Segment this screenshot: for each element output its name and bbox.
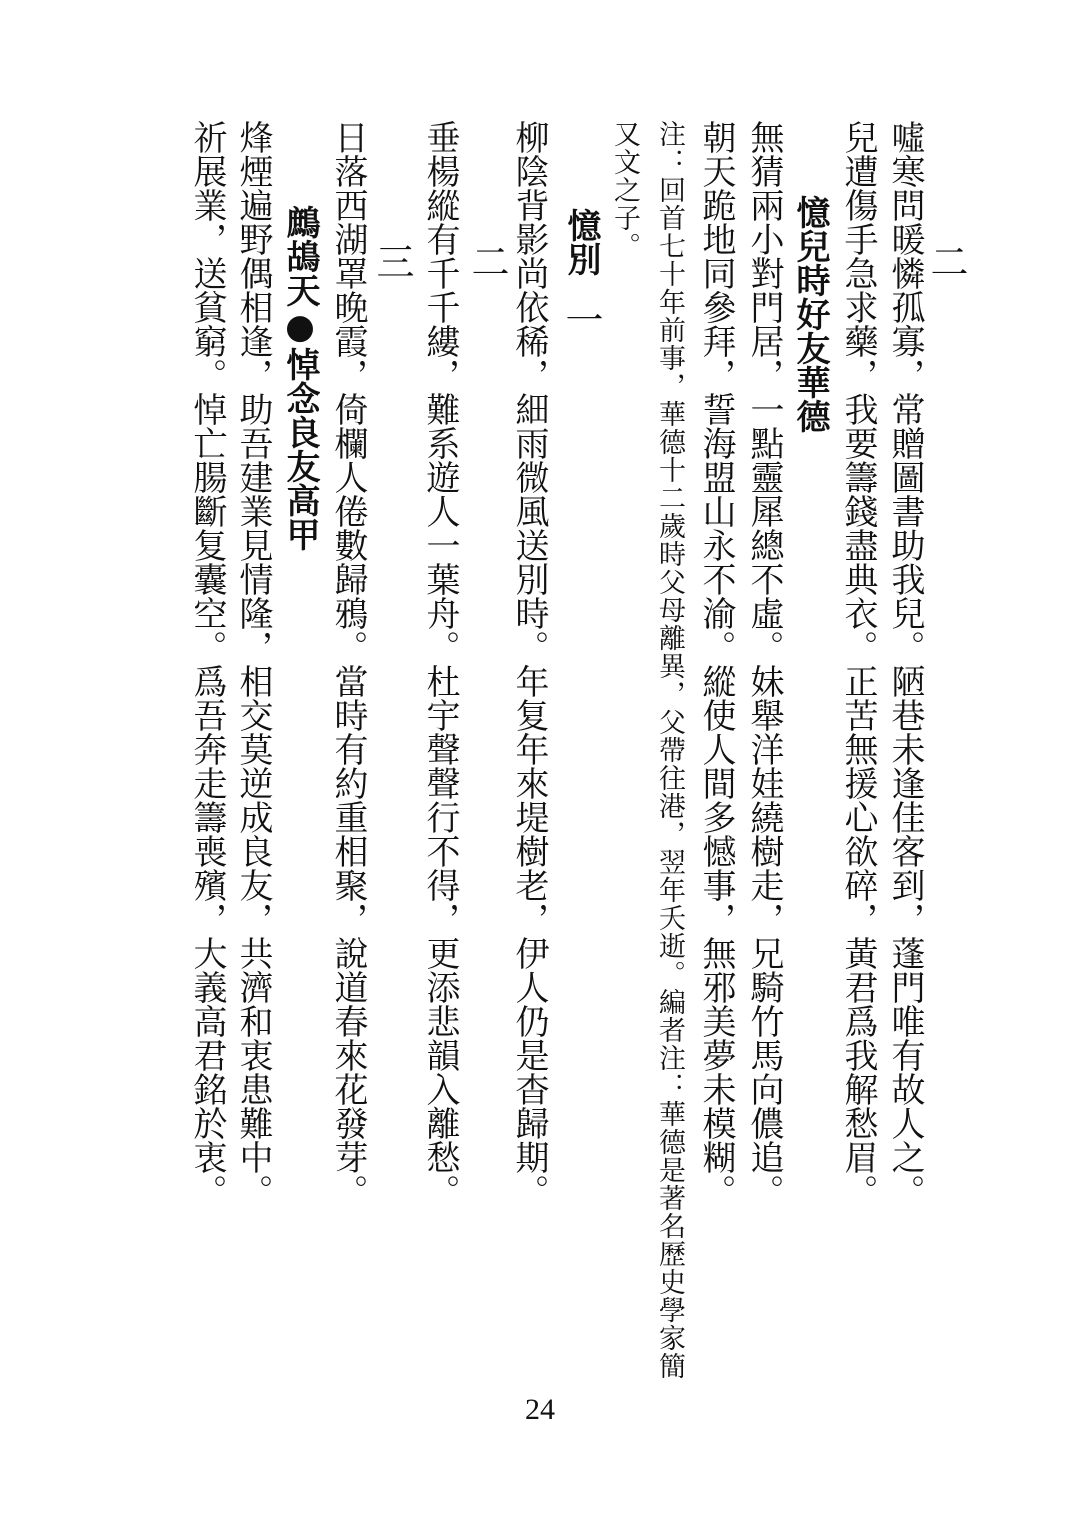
poem-title: 鷓鴣天●悼念良友高甲 bbox=[280, 205, 320, 551]
section-number: 二 bbox=[465, 242, 509, 280]
poem-title: 憶別 bbox=[561, 208, 601, 276]
section-number: 三 bbox=[370, 242, 414, 280]
poem-line: 兒遭傷手急求藥，我要籌錢盡典衣。正苦無援心欲碎，黃君爲我解愁眉。 bbox=[838, 120, 878, 1208]
poem-note: 又文之子。 bbox=[609, 120, 640, 260]
poem-line: 祈展業，送貧窮。悼亡腸斷复囊空。爲吾奔走籌喪殯，大義高君銘於衷。 bbox=[187, 120, 227, 1208]
poem-title: 憶兒時好友華德 bbox=[790, 195, 830, 433]
poem-line: 朝天跪地同參拜，誓海盟山永不渝。縱使人間多憾事，無邪美夢未模糊。 bbox=[696, 120, 736, 1208]
poem-note: 注：回首七十年前事，華德十二歲時父母離異，父帶往港，翌年夭逝。編者注：華德是著名歷史學家簡 bbox=[654, 120, 685, 1380]
section-number: 一 bbox=[559, 300, 603, 338]
poem-line: 噓寒問暖憐孤寡，常贈圖書助我兒。陋巷未逢佳客到，蓬門唯有故人之。 bbox=[885, 120, 925, 1208]
poem-line: 烽煙遍野偶相逢，助吾建業見情隆，相交莫逆成良友，共濟和衷患難中。 bbox=[233, 120, 273, 1208]
poem-line: 無猜兩小對門居，一點靈犀總不虛。妹舉洋娃繞樹走，兄騎竹馬向儂追。 bbox=[744, 120, 784, 1208]
poem-line: 日落西湖罩晚霞，倚欄人倦數歸鴉。當時有約重相聚，說道春來花發芽。 bbox=[328, 120, 368, 1208]
poem-line: 柳陰背影尚依稀，細雨微風送別時。年复年來堤樹老，伊人仍是杳歸期。 bbox=[509, 120, 549, 1208]
section-number: 二 bbox=[924, 242, 968, 280]
page-number: 24 bbox=[525, 1393, 555, 1426]
poem-line: 垂楊縱有千千縷，難系遊人一葉舟。杜宇聲聲行不得，更添悲韻入離愁。 bbox=[420, 120, 460, 1208]
